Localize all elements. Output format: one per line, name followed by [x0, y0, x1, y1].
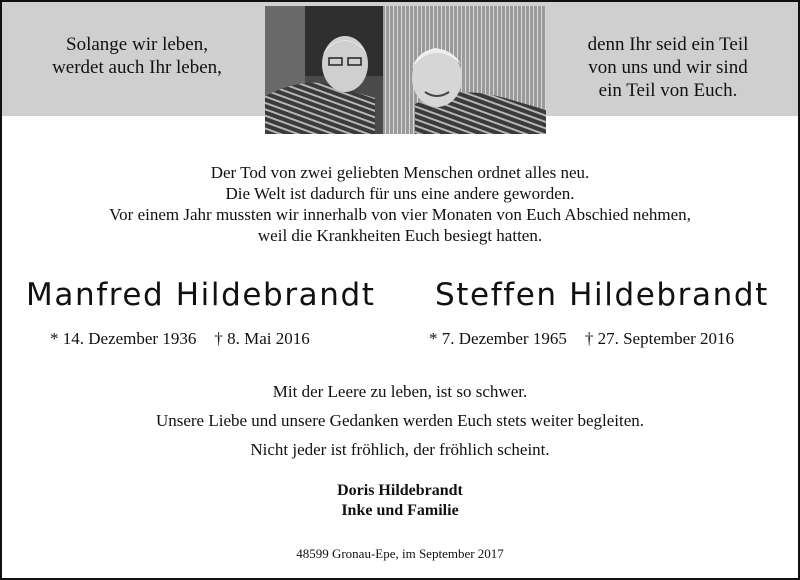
mourners	[2, 481, 798, 521]
memorial-photo	[265, 6, 546, 134]
quote-left-line: Solange wir leben,	[66, 34, 208, 55]
quote-left-line: werdet auch Ihr leben,	[52, 57, 222, 78]
quote-right-line: von uns und wir sind	[588, 57, 748, 78]
closing-verse	[2, 377, 798, 464]
verse-line: Mit der Leere zu leben, ist so schwer.	[272, 382, 528, 401]
mourner-line: Doris Hildebrandt	[337, 482, 463, 499]
deceased-dates-1	[50, 329, 310, 349]
verse-line: Unsere Liebe und unsere Gedanken werden Euch stets weiter begleiten.	[155, 411, 645, 430]
deceased-name-1: Manfred Hildebrandt	[26, 277, 376, 313]
death-date: † 27. September 2016	[584, 329, 735, 348]
intro-line: Vor einem Jahr mussten wir innerhalb von vier Monaten von Euch Abschied nehmen,	[109, 205, 691, 224]
intro-text	[2, 162, 798, 246]
birth-date: * 7. Dezember 1965	[429, 329, 567, 348]
mourner-line: Inke und Familie	[341, 502, 459, 519]
intro-line: Die Welt ist dadurch für uns eine andere geworden.	[225, 184, 575, 203]
verse-line: Nicht jeder ist fröhlich, der fröhlich scheint.	[250, 440, 550, 459]
death-date: † 8. Mai 2016	[214, 329, 310, 348]
quote-right	[542, 33, 794, 102]
deceased-name-2: Steffen Hildebrandt	[435, 277, 769, 313]
photo-illustration	[265, 6, 546, 134]
quote-right-line: ein Teil von Euch.	[598, 80, 738, 101]
quote-left	[22, 33, 252, 79]
intro-line: Der Tod von zwei geliebten Menschen ordnet alles neu.	[210, 163, 590, 182]
quote-right-line: denn Ihr seid ein Teil	[587, 34, 749, 55]
place-date-footer: 48599 Gronau-Epe, im September 2017	[296, 546, 504, 561]
deceased-dates-2	[429, 329, 734, 349]
intro-line: weil die Krankheiten Euch besiegt hatten.	[257, 226, 543, 245]
birth-date: * 14. Dezember 1936	[50, 329, 197, 348]
